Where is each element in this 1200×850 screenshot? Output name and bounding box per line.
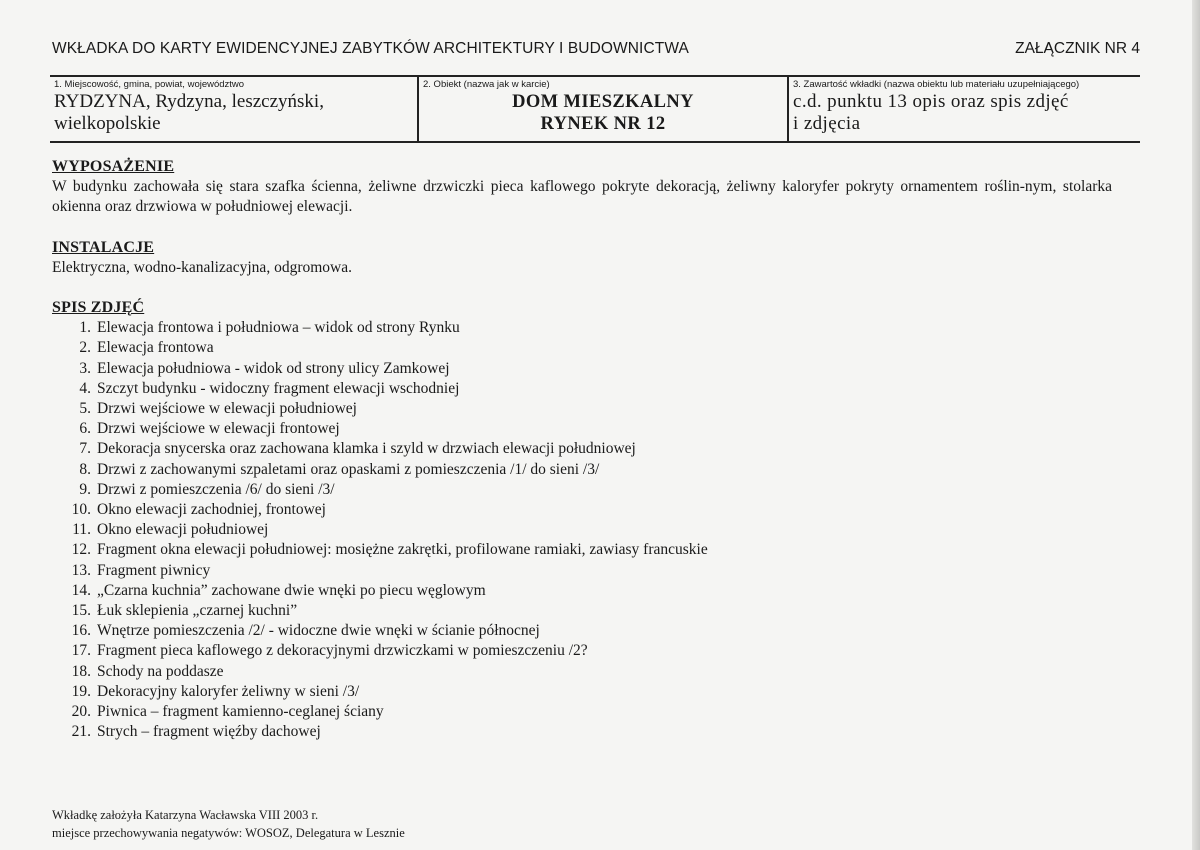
photo-list-item <box>52 581 1112 601</box>
photo-description: Drzwi z pomieszczenia /6/ do sieni /3/ <box>97 480 335 498</box>
photo-number: 21. <box>71 723 91 741</box>
photo-list-item <box>52 682 1112 702</box>
photo-description: „Czarna kuchnia” zachowane dwie wnęki po piecu węglowym <box>97 581 486 599</box>
info-table <box>50 75 1140 143</box>
photo-description: Drzwi wejściowe w elewacji południowej <box>97 400 357 418</box>
photo-list-item <box>52 540 1112 560</box>
photo-list-item <box>52 359 1112 379</box>
photo-list-item <box>52 480 1112 500</box>
photo-description: Fragment okna elewacji południowej: mosiężne zakrętki, profilowane ramiaki, zawiasy francuskie <box>97 541 708 559</box>
location-value-line1: RYDZYNA, Rydzyna, leszczyński, <box>54 91 324 112</box>
object-cell <box>417 77 787 141</box>
photo-description: Dekoracja snycerska oraz zachowana klamka i szyld w drzwiach elewacji południowej <box>97 440 636 458</box>
photo-description: Szczyt budynku - widoczny fragment elewacji wschodniej <box>97 379 460 397</box>
photo-number: 1. <box>79 319 91 337</box>
photo-number: 20. <box>71 703 91 721</box>
photo-description: Fragment pieca kaflowego z dekoracyjnymi drzwiczkami w pomieszczeniu /2? <box>97 642 588 660</box>
photo-number: 9. <box>79 480 91 498</box>
contents-cell <box>787 77 1140 141</box>
photo-number: 2. <box>79 339 91 357</box>
footer <box>52 806 405 842</box>
photo-description: Fragment piwnicy <box>97 561 211 579</box>
photo-number: 5. <box>79 400 91 418</box>
contents-value-line2: i zdjęcia <box>793 113 861 134</box>
photo-list-item <box>52 460 1112 480</box>
photo-list-item <box>52 702 1112 722</box>
installations-text: Elektryczna, wodno-kanalizacyjna, odgromowa. <box>52 258 352 276</box>
form-title: WKŁADKA DO KARTY EWIDENCYJNEJ ZABYTKÓW ARCHITEKTURY I BUDOWNICTWA <box>52 40 689 57</box>
photo-list-item <box>52 641 1112 661</box>
photo-description: Drzwi z zachowanymi szpaletami oraz opaskami z pomieszczenia /1/ do sieni /3/ <box>97 460 600 478</box>
photo-description: Drzwi wejściowe w elewacji frontowej <box>97 420 340 438</box>
photo-number: 13. <box>71 561 91 579</box>
photo-number: 19. <box>71 682 91 700</box>
photo-description: Dekoracyjny kaloryfer żeliwny w sieni /3/ <box>97 682 360 700</box>
photo-number: 12. <box>71 541 91 559</box>
location-value-line2: wielkopolskie <box>54 113 161 134</box>
contents-caption: 3. Zawartość wkładki (nazwa obiektu lub materiału uzupełniającego) <box>793 79 1080 90</box>
photo-number: 18. <box>71 662 91 680</box>
photo-description: Łuk sklepienia „czarnej kuchni” <box>97 602 298 620</box>
photo-list-heading: SPIS ZDJĘĆ <box>52 299 145 317</box>
photo-description: Piwnica – fragment kamienno-ceglanej ściany <box>97 703 384 721</box>
location-caption: 1. Miejscowość, gmina, powiat, województwo <box>54 79 245 90</box>
photo-list-item <box>52 601 1112 621</box>
photo-list-item <box>52 520 1112 540</box>
photo-number: 16. <box>71 622 91 640</box>
photo-list-item <box>52 662 1112 682</box>
annex-number: ZAŁĄCZNIK NR 4 <box>1015 40 1140 57</box>
equipment-text: W budynku zachowała się stara szafka ścienna, żeliwne drzwiczki pieca kaflowego pokryte dekoracją, żeliwny kaloryfer pokryty ornamentem roślin-nym, stolarka okienna oraz drzwiowa w południowej elewacji. <box>52 178 1112 216</box>
photo-list-item <box>52 318 1112 338</box>
object-name-line2: RYNEK NR 12 <box>540 114 666 134</box>
photo-number: 15. <box>71 602 91 620</box>
photo-description: Elewacja frontowa <box>97 339 214 357</box>
photo-description: Schody na poddasze <box>97 662 224 680</box>
footer-negative-storage: miejsce przechowywania negatywów: WOSOZ, Delegatura w Lesznie <box>52 826 405 840</box>
page-edge <box>1192 0 1200 850</box>
photo-number: 10. <box>71 501 91 519</box>
photo-description: Strych – fragment więźby dachowej <box>97 723 321 741</box>
photo-description: Elewacja frontowa i południowa – widok od strony Rynku <box>97 319 460 337</box>
location-cell <box>50 77 417 141</box>
photo-list <box>52 318 1112 742</box>
photo-description: Elewacja południowa - widok od strony ulicy Zamkowej <box>97 359 450 377</box>
photo-number: 4. <box>79 379 91 397</box>
object-caption: 2. Obiekt (nazwa jak w karcie) <box>423 79 550 90</box>
photo-number: 8. <box>79 460 91 478</box>
document-body <box>52 157 1112 742</box>
photo-description: Okno elewacji południowej <box>97 521 269 539</box>
photo-number: 17. <box>71 642 91 660</box>
contents-value-line1: c.d. punktu 13 opis oraz spis zdjęć <box>793 91 1069 112</box>
photo-number: 11. <box>72 521 91 539</box>
photo-number: 6. <box>79 420 91 438</box>
photo-list-item <box>52 419 1112 439</box>
footer-author: Wkładkę założyła Katarzyna Wacławska VIII 2003 r. <box>52 808 319 822</box>
object-name-line1: DOM MIESZKALNY <box>512 92 694 112</box>
photo-list-item <box>52 399 1112 419</box>
photo-list-item <box>52 379 1112 399</box>
equipment-heading: WYPOSAŻENIE <box>52 158 175 175</box>
photo-description: Wnętrze pomieszczenia /2/ - widoczne dwie wnęki w ścianie północnej <box>97 622 540 640</box>
photo-description: Okno elewacji zachodniej, frontowej <box>97 501 326 519</box>
photo-list-item <box>52 338 1112 358</box>
photo-list-item <box>52 561 1112 581</box>
photo-number: 3. <box>79 359 91 377</box>
photo-list-item <box>52 722 1112 742</box>
installations-heading: INSTALACJE <box>52 238 155 256</box>
photo-list-item <box>52 500 1112 520</box>
photo-list-item <box>52 439 1112 459</box>
photo-number: 14. <box>71 581 91 599</box>
photo-list-item <box>52 621 1112 641</box>
photo-number: 7. <box>79 440 91 458</box>
